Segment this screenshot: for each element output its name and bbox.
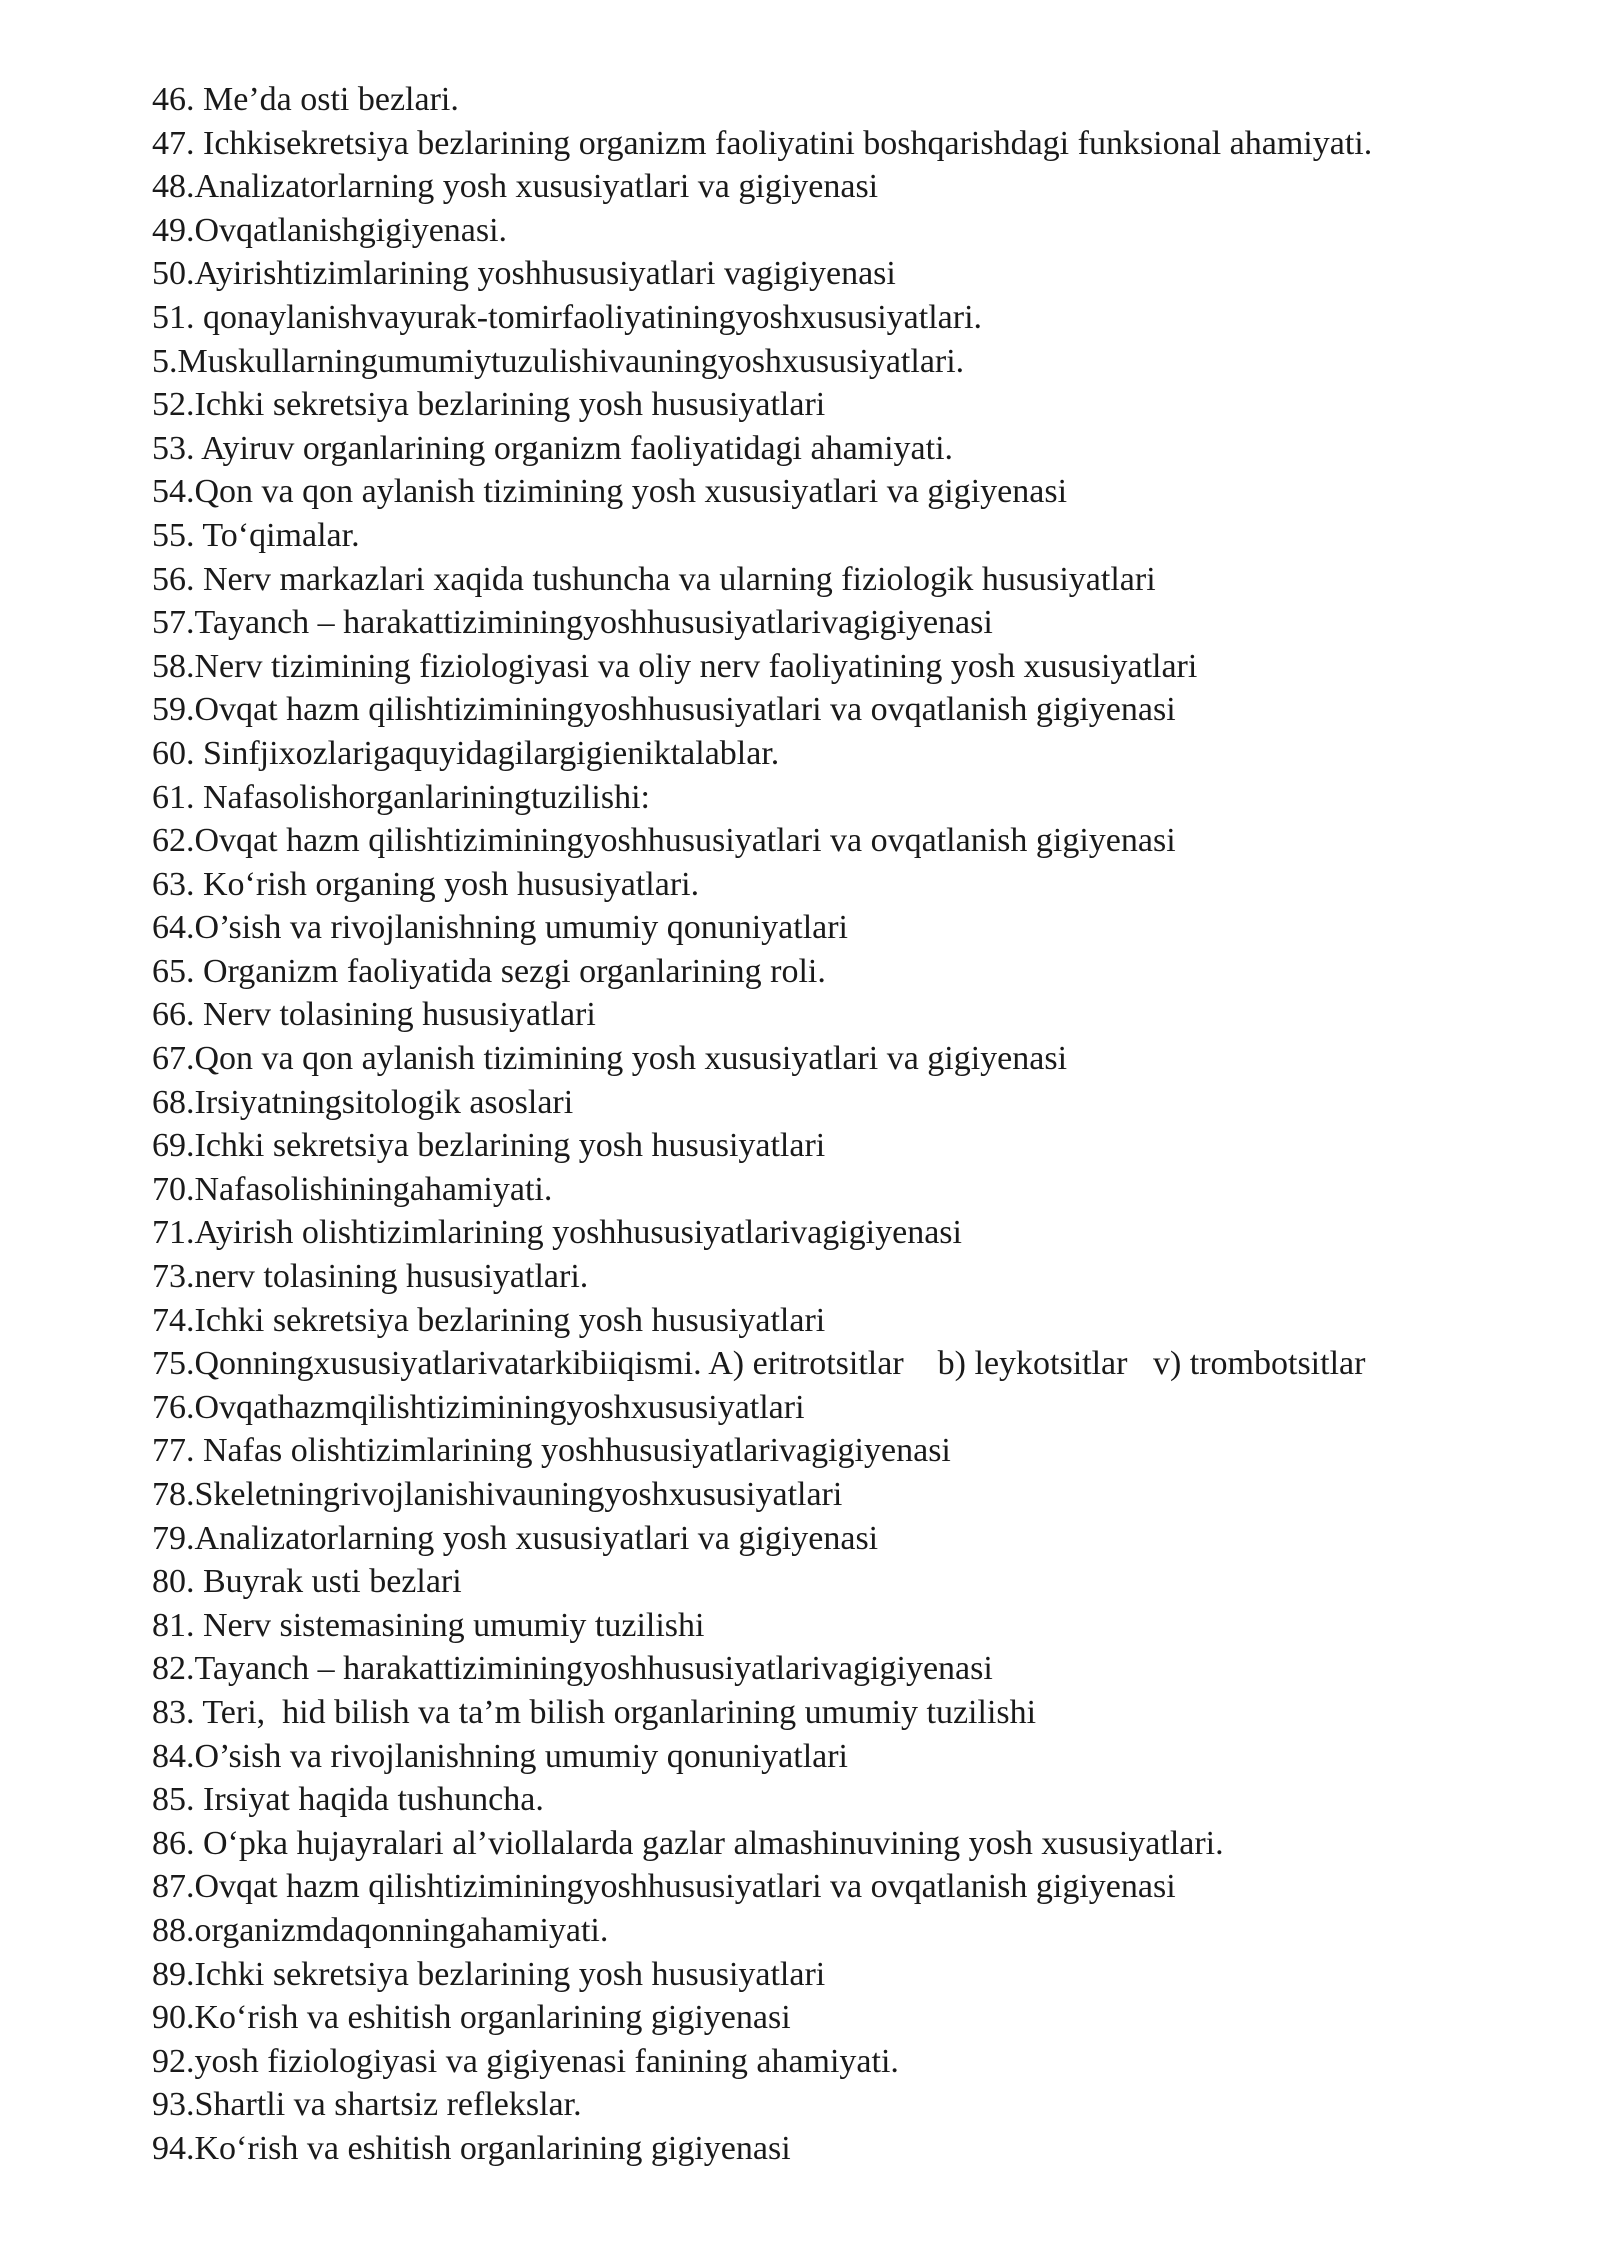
list-item: 48.Analizatorlarning yosh xususiyatlari va gigiyenasi — [152, 168, 879, 206]
list-item: 80. Buyrak usti bezlari — [152, 1563, 462, 1601]
list-item: 64.O’sish va rivojlanishning umumiy qonuniyatlari — [152, 909, 849, 947]
list-item: 78.Skeletningrivojlanishivauningyoshxususiyatlari — [152, 1476, 843, 1513]
list-item: 58.Nerv tizimining fiziologiyasi va oliy nerv faoliyatining yosh xususiyatlari — [152, 647, 1198, 685]
list-item: 77. Nafas olishtizimlarining yoshhususiyatlarivagigiyenasi — [152, 1432, 951, 1470]
list-item: 47. Ichkisekretsiya bezlarining organizm faoliyatini boshqarishdagi funksional ahamiyati. — [152, 124, 1373, 162]
list-item: 61. Nafasolishorganlariningtuzilishi: — [152, 778, 650, 816]
list-item: 94.Ko‘rish va eshitish organlarining gigiyenasi — [152, 2129, 791, 2167]
list-item: 85. Irsiyat haqida tushuncha. — [152, 1781, 544, 1819]
list-item: 71.Ayirish olishtizimlarining yoshhususiyatlarivagigiyenasi — [152, 1214, 962, 1252]
list-item: 74.Ichki sekretsiya bezlarining yosh hususiyatlari — [152, 1301, 826, 1339]
list-item: 46. Me’da osti bezlari. — [152, 81, 459, 118]
list-item: 89.Ichki sekretsiya bezlarining yosh hususiyatlari — [152, 1955, 826, 1993]
list-item: 76.Ovqathazmqilishtiziminingyoshxususiyatlari — [152, 1388, 805, 1426]
list-item: 65. Organizm faoliyatida sezgi organlarining roli. — [152, 952, 826, 990]
list-item: 56. Nerv markazlari xaqida tushuncha va ularning fiziologik hususiyatlari — [152, 560, 1156, 598]
list-item: 90.Ko‘rish va eshitish organlarining gigiyenasi — [152, 1999, 791, 2037]
list-item: 82.Tayanch – harakattiziminingyoshhususiyatlarivagigiyenasi — [152, 1650, 993, 1688]
list-item: 62.Ovqat hazm qilishtiziminingyoshhususiyatlari va ovqatlanish gigiyenasi — [152, 822, 1176, 860]
list-item: 88.organizmdaqonningahamiyati. — [152, 1911, 609, 1949]
list-item: 49.Ovqatlanishgigiyenasi. — [152, 211, 508, 249]
list-item: 66. Nerv tolasining hususiyatlari — [152, 996, 596, 1034]
list-item: 54.Qon va qon aylanish tizimining yosh xususiyatlari va gigiyenasi — [152, 473, 1068, 511]
list-item: 63. Ko‘rish organing yosh hususiyatlari. — [152, 865, 700, 903]
list-item: 53. Ayiruv organlarining organizm faoliyatidagi ahamiyati. — [152, 429, 954, 467]
list-item: 86. O‘pka hujayralari al’viollalarda gazlar almashinuvining yosh xususiyatlari. — [152, 1824, 1224, 1862]
list-item: 81. Nerv sistemasining umumiy tuzilishi — [152, 1606, 705, 1644]
list-item: 51. qonaylanishvayurak-tomirfaoliyatiningyoshxususiyatlari. — [152, 298, 983, 336]
list-item: 52.Ichki sekretsiya bezlarining yosh hususiyatlari — [152, 386, 826, 424]
list-item: 87.Ovqat hazm qilishtiziminingyoshhususiyatlari va ovqatlanish gigiyenasi — [152, 1868, 1176, 1906]
list-item: 67.Qon va qon aylanish tizimining yosh xususiyatlari va gigiyenasi — [152, 1040, 1068, 1078]
list-item: 68.Irsiyatningsitologik asoslari — [152, 1083, 574, 1121]
list-item: 59.Ovqat hazm qilishtiziminingyoshhususiyatlari va ovqatlanish gigiyenasi — [152, 691, 1176, 729]
list-item: 75.Qonningxususiyatlarivatarkibiiqismi. A) eritrotsitlar b) leykotsitlar v) trombotsitlar — [152, 1345, 1366, 1383]
list-item: 92.yosh fiziologiyasi va gigiyenasi fanining ahamiyati. — [152, 2042, 899, 2080]
list-item: 79.Analizatorlarning yosh xususiyatlari va gigiyenasi — [152, 1519, 879, 1557]
list-item: 69.Ichki sekretsiya bezlarining yosh hususiyatlari — [152, 1127, 826, 1165]
list-item: 93.Shartli va shartsiz reflekslar. — [152, 2086, 582, 2124]
list-item: 60. Sinfjixozlarigaquyidagilargigieniktalablar. — [152, 734, 780, 772]
list-item: 57.Tayanch – harakattiziminingyoshhususiyatlarivagigiyenasi — [152, 604, 993, 642]
list-item: 83. Teri, hid bilish va ta’m bilish organlarining umumiy tuzilishi — [152, 1693, 1037, 1731]
list-item: 73.nerv tolasining hususiyatlari. — [152, 1258, 589, 1296]
list-item: 55. To‘qimalar. — [152, 516, 360, 554]
list-item: 50.Ayirishtizimlarining yoshhususiyatlari vagigiyenasi — [152, 255, 896, 293]
list-item: 84.O’sish va rivojlanishning umumiy qonuniyatlari — [152, 1737, 849, 1775]
list-item: 70.Nafasolishiningahamiyati. — [152, 1170, 553, 1208]
question-list — [152, 78, 1572, 2171]
list-item: 5.Muskullarningumumiytuzulishivauningyoshxususiyatlari. — [152, 342, 965, 380]
